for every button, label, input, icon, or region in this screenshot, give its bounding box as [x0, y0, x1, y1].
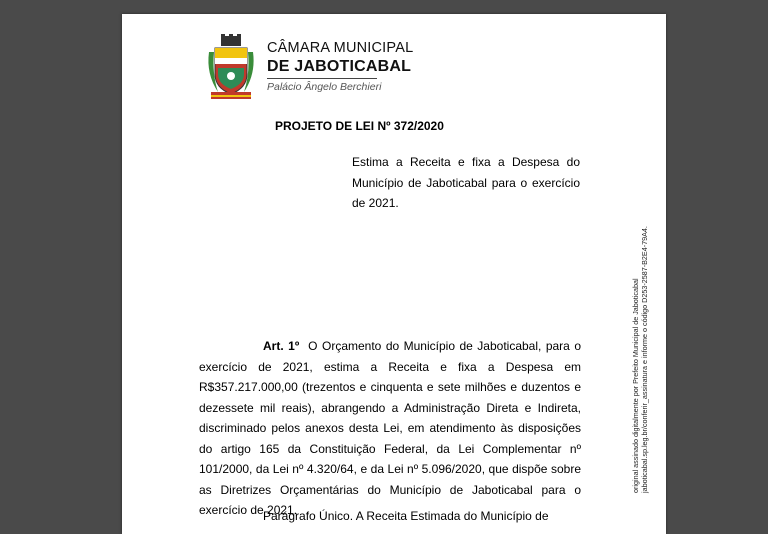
institution-header: [267, 41, 413, 92]
municipal-coat-of-arms-icon: [206, 34, 256, 106]
article-1: [199, 336, 581, 521]
document-page: [122, 14, 666, 534]
bill-summary: Estima a Receita e fixa a Despesa do Município de Jaboticabal para o exercício de 2021.: [352, 155, 580, 210]
article-text: O Orçamento do Município de Jaboticabal, para o exercício de 2021, estima a Receita e fixa a Despesa em R$357.217.000,00 (trezentos e cinquenta e sete milhões e duzentos e dezessete mil reais), abrangendo a Administração Direta e Indireta, discriminado pelos anexos desta Lei, em atendimento às disposições do artigo 165 da Constituição Federal, da Lei Complementar nº 101/2000, da Lei nº 4.320/64, e da Lei nº 5.096/2020, que dispõe sobre as Diretrizes Orçamentárias do Município de Jaboticabal para o exercício de 2021.: [199, 339, 581, 517]
article-label: Art. 1º: [263, 339, 300, 353]
signature-note-line2: jaboticabal.sp.leg.br/conferir_assinatura e informe o código D253-2587-B2E4-79A4.: [639, 226, 649, 493]
institution-palace-name: Palácio Ângelo Berchieri: [267, 80, 382, 93]
institution-name-line1: CÂMARA MUNICIPAL: [267, 40, 414, 56]
signature-note-line1: original assinado digitalmente por Prefeito Municipal de Jaboticabal: [631, 278, 640, 493]
bill-title: PROJETO DE LEI Nº 372/2020: [275, 119, 444, 133]
sole-paragraph: Parágrafo Único. A Receita Estimada do Município de: [263, 509, 549, 523]
digital-signature-note: [631, 226, 662, 510]
institution-name-line2: DE JABOTICABAL: [267, 57, 412, 75]
header-divider: [267, 78, 377, 79]
